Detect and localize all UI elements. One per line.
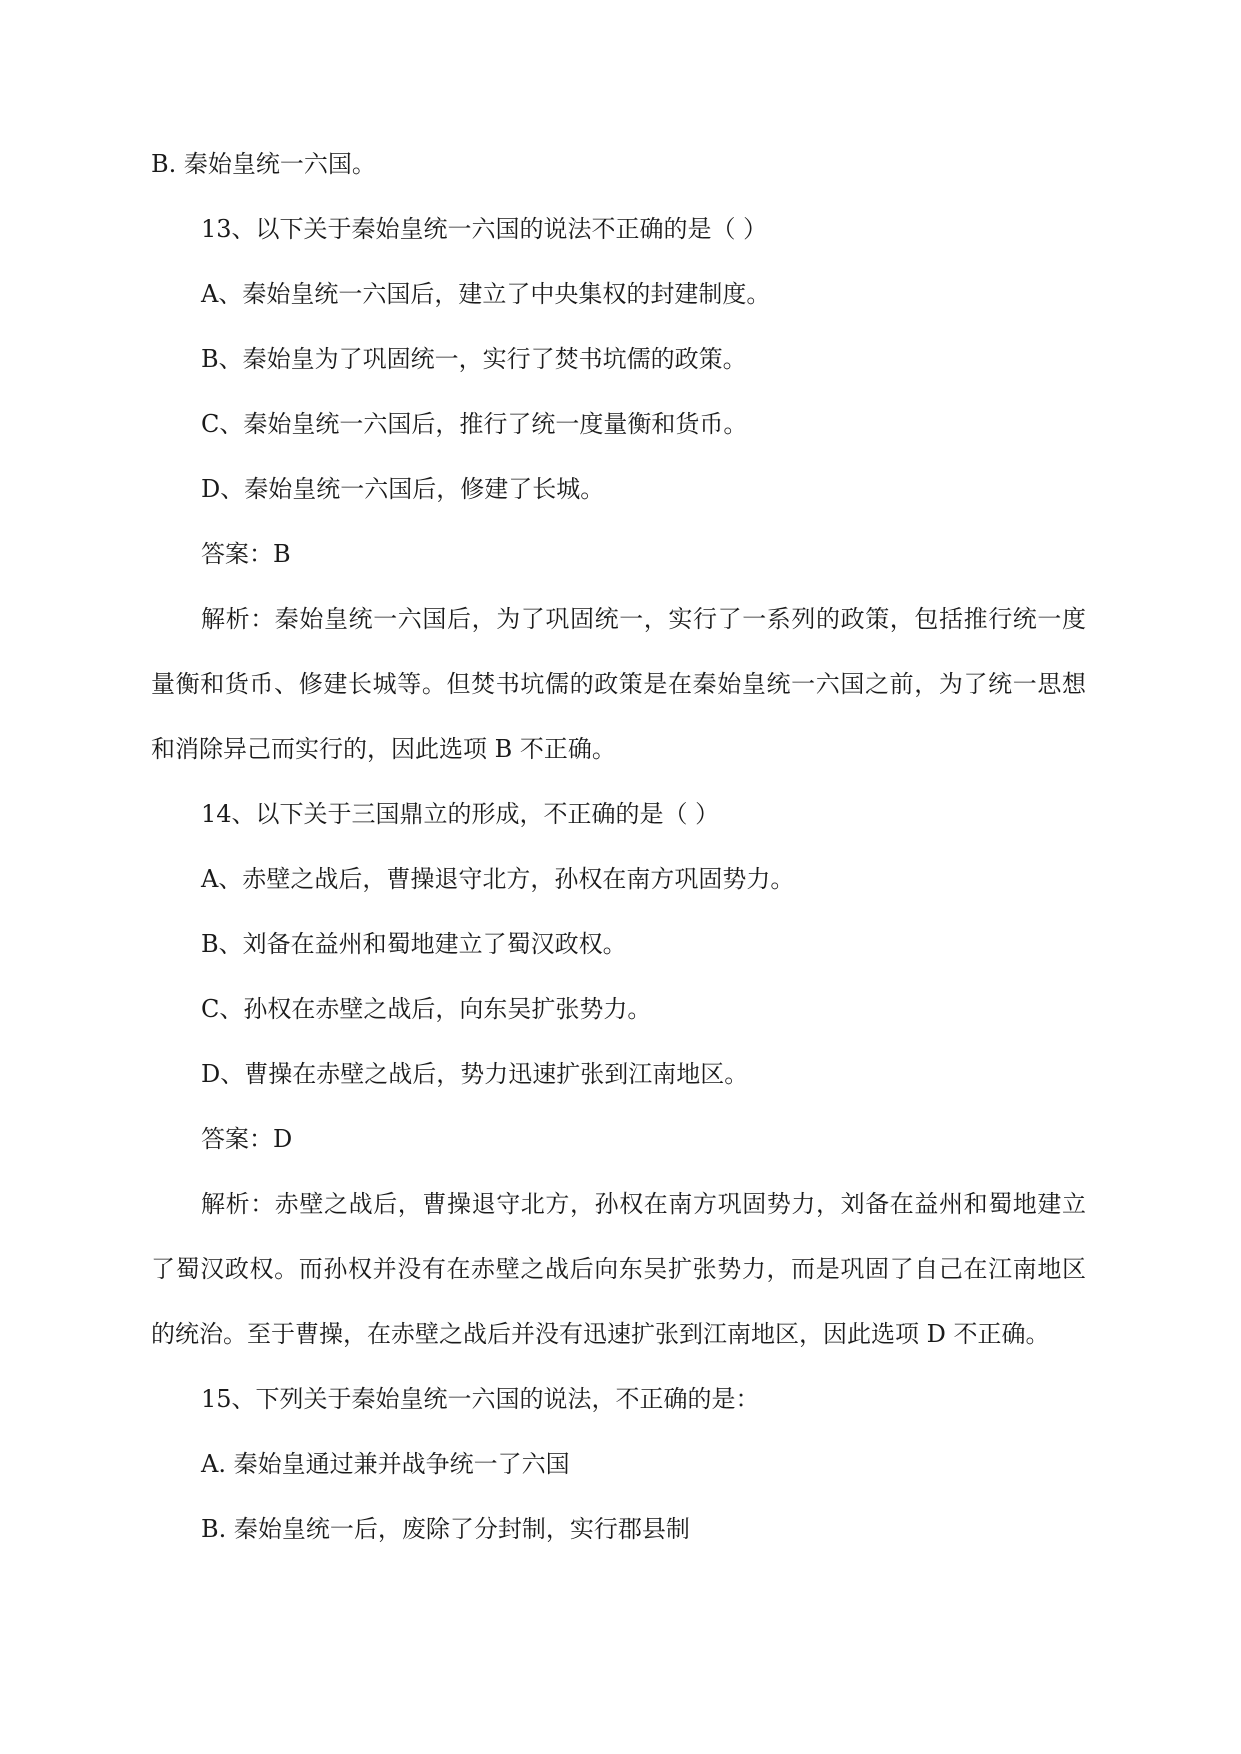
- q15-option-b: B. 秦始皇统一后，废除了分封制，实行郡县制: [201, 1515, 690, 1543]
- q13-option-c: C、秦始皇统一六国后，推行了统一度量衡和货币。: [201, 410, 748, 438]
- q13-analysis-line-2: 量衡和货币、修建长城等。但焚书坑儒的政策是在秦始皇统一六国之前，为了统一思想: [151, 670, 1086, 698]
- q14-analysis-line-1: 解析：赤壁之战后，曹操退守北方，孙权在南方巩固势力，刘备在益州和蜀地建立: [201, 1190, 1086, 1218]
- q15-option-a: A. 秦始皇通过兼并战争统一了六国: [201, 1450, 570, 1478]
- question-13: 13、以下关于秦始皇统一六国的说法不正确的是（ ）: [201, 215, 768, 243]
- q13-option-a: A、秦始皇统一六国后，建立了中央集权的封建制度。: [201, 280, 771, 308]
- q13-analysis-line-3: 和消除异己而实行的，因此选项 B 不正确。: [151, 735, 616, 763]
- q14-option-d: D、曹操在赤壁之战后，势力迅速扩张到江南地区。: [201, 1060, 749, 1088]
- q13-option-b: B、秦始皇为了巩固统一，实行了焚书坑儒的政策。: [201, 345, 747, 373]
- q14-answer: 答案：D: [201, 1125, 293, 1153]
- q13-option-d: D、秦始皇统一六国后，修建了长城。: [201, 475, 605, 503]
- q14-option-c: C、孙权在赤壁之战后，向东吴扩张势力。: [201, 995, 652, 1023]
- q13-analysis-line-1: 解析：秦始皇统一六国后，为了巩固统一，实行了一系列的政策，包括推行统一度: [201, 605, 1086, 633]
- option-b-line: B. 秦始皇统一六国。: [151, 150, 376, 178]
- q13-answer: 答案：B: [201, 540, 291, 568]
- question-15: 15、下列关于秦始皇统一六国的说法，不正确的是：: [201, 1385, 760, 1413]
- q14-analysis-line-3: 的统治。至于曹操，在赤壁之战后并没有迅速扩张到江南地区，因此选项 D 不正确。: [151, 1320, 1050, 1348]
- question-14: 14、以下关于三国鼎立的形成，不正确的是（ ）: [201, 800, 720, 828]
- q14-analysis-line-2: 了蜀汉政权。而孙权并没有在赤壁之战后向东吴扩张势力，而是巩固了自己在江南地区: [151, 1255, 1086, 1283]
- q14-option-b: B、刘备在益州和蜀地建立了蜀汉政权。: [201, 930, 627, 958]
- q14-option-a: A、赤壁之战后，曹操退守北方，孙权在南方巩固势力。: [201, 865, 795, 893]
